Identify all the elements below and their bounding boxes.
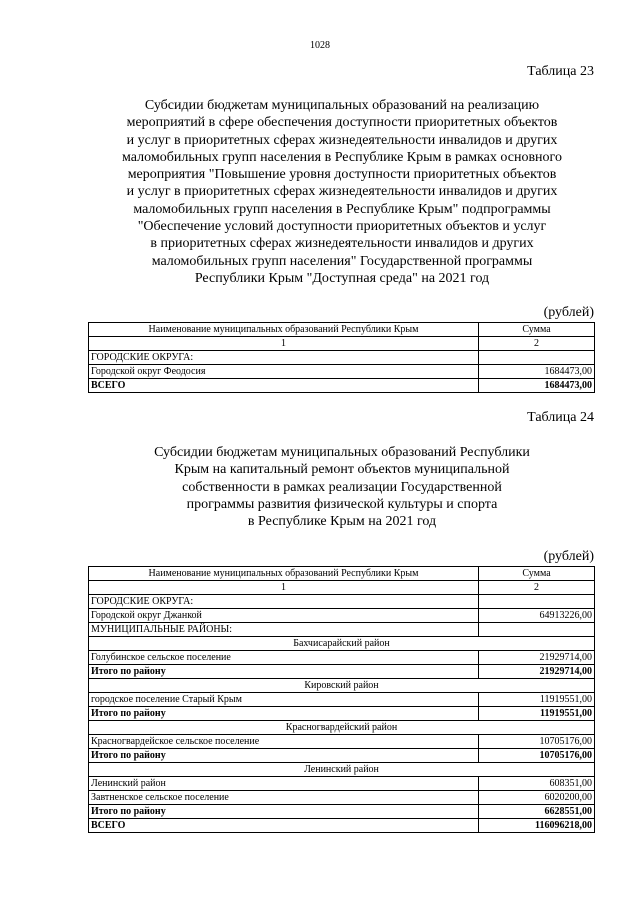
heading-line: собственности в рамках реализации Государственной xyxy=(182,479,502,495)
heading-line: программы развития физической культуры и спорта xyxy=(186,496,498,512)
subtotal-row xyxy=(89,749,595,763)
table-24 xyxy=(88,566,595,833)
table-23-label: Таблица 23 xyxy=(527,64,594,79)
row-sum: 10705176,00 xyxy=(479,749,595,763)
row-sum xyxy=(479,623,595,637)
total-row xyxy=(89,379,595,393)
subtotal-row xyxy=(89,707,595,721)
table-row xyxy=(89,735,595,749)
row-sum: 21929714,00 xyxy=(479,651,595,665)
heading-line: и услуг в приоритетных сферах жизнедеятельности инвалидов и других xyxy=(126,132,558,148)
row-sum: 6628551,00 xyxy=(479,805,595,819)
table-row xyxy=(89,623,595,637)
district-header-row xyxy=(89,637,595,651)
row-name: МУНИЦИПАЛЬНЫЕ РАЙОНЫ: xyxy=(89,623,479,637)
row-name: Завтненское сельское поселение xyxy=(89,791,479,805)
column-number: 2 xyxy=(479,581,595,595)
row-name: ГОРОДСКИЕ ОКРУГА: xyxy=(89,595,479,609)
table-header-row xyxy=(89,323,595,337)
table-24-label: Таблица 24 xyxy=(527,410,594,425)
row-name: Красногвардейское сельское поселение xyxy=(89,735,479,749)
district-header-row xyxy=(89,721,595,735)
row-name: ВСЕГО xyxy=(89,819,479,833)
table-23 xyxy=(88,322,595,393)
heading-line: Республики Крым "Доступная среда" на 2021 год xyxy=(194,270,490,286)
row-sum: 21929714,00 xyxy=(479,665,595,679)
row-name: ВСЕГО xyxy=(89,379,479,393)
table-header-row xyxy=(89,567,595,581)
heading-line: и услуг в приоритетных сферах жизнедеятельности инвалидов и других xyxy=(126,184,558,200)
table-row xyxy=(89,693,595,707)
column-header-name: Наименование муниципальных образований Республики Крым xyxy=(89,323,479,337)
row-name: Голубинское сельское поселение xyxy=(89,651,479,665)
row-sum: 6020200,00 xyxy=(479,791,595,805)
table-row xyxy=(89,651,595,665)
heading-line: маломобильных групп населения в Республике Крым" подпрограммы xyxy=(133,201,551,217)
row-name: городское поселение Старый Крым xyxy=(89,693,479,707)
table-24-unit: (рублей) xyxy=(543,549,594,564)
table-row xyxy=(89,595,595,609)
subtotal-row xyxy=(89,805,595,819)
district-name: Красногвардейский район xyxy=(89,721,595,735)
row-sum: 1684473,00 xyxy=(479,365,595,379)
table-column-number-row xyxy=(89,337,595,351)
row-name: Ленинский район xyxy=(89,777,479,791)
page-number: 1028 xyxy=(310,40,330,51)
row-name: ГОРОДСКИЕ ОКРУГА: xyxy=(89,351,479,365)
row-sum: 608351,00 xyxy=(479,777,595,791)
district-header-row xyxy=(89,679,595,693)
row-sum: 1684473,00 xyxy=(479,379,595,393)
heading-line: в Республике Крым на 2021 год xyxy=(247,514,437,530)
row-sum: 11919551,00 xyxy=(479,693,595,707)
column-header-sum: Сумма xyxy=(479,567,595,581)
heading-line: Крым на капитальный ремонт объектов муниципальной xyxy=(174,462,510,478)
table-row xyxy=(89,609,595,623)
row-name: Итого по району xyxy=(89,749,479,763)
table-23-heading xyxy=(90,97,594,287)
row-name: Городской округ Джанкой xyxy=(89,609,479,623)
heading-line: в приоритетных сферах жизнедеятельности инвалидов и других xyxy=(150,236,534,252)
heading-line: "Обеспечение условий доступности приоритетных объектов и услуг xyxy=(137,219,547,235)
heading-line: Субсидии бюджетам муниципальных образований на реализацию xyxy=(144,98,540,113)
row-name: Итого по району xyxy=(89,707,479,721)
total-row xyxy=(89,819,595,833)
district-header-row xyxy=(89,763,595,777)
heading-line: мероприятия "Повышение уровня доступности приоритетных объектов xyxy=(127,167,557,183)
row-name: Городской округ Феодосия xyxy=(89,365,479,379)
table-row xyxy=(89,351,595,365)
table-row xyxy=(89,777,595,791)
column-header-sum: Сумма xyxy=(479,323,595,337)
row-sum: 11919551,00 xyxy=(479,707,595,721)
heading-line: мероприятий в сфере обеспечения доступности приоритетных объектов xyxy=(126,115,558,131)
table-row xyxy=(89,791,595,805)
row-name: Итого по району xyxy=(89,805,479,819)
row-sum xyxy=(479,351,595,365)
heading-line: Субсидии бюджетам муниципальных образований Республики xyxy=(154,445,530,460)
table-column-number-row xyxy=(89,581,595,595)
table-row xyxy=(89,365,595,379)
column-number: 1 xyxy=(89,581,479,595)
row-sum xyxy=(479,595,595,609)
heading-line: маломобильных групп населения в Республике Крым в рамках основного xyxy=(122,149,562,165)
column-number: 2 xyxy=(479,337,595,351)
column-header-name: Наименование муниципальных образований Республики Крым xyxy=(89,567,479,581)
row-sum: 10705176,00 xyxy=(479,735,595,749)
column-number: 1 xyxy=(89,337,479,351)
district-name: Ленинский район xyxy=(89,763,595,777)
heading-line: маломобильных групп населения" Государственной программы xyxy=(151,253,533,269)
table-23-unit: (рублей) xyxy=(543,305,594,320)
row-name: Итого по району xyxy=(89,665,479,679)
district-name: Кировский район xyxy=(89,679,595,693)
table-24-heading xyxy=(90,444,594,530)
district-name: Бахчисарайский район xyxy=(89,637,595,651)
row-sum: 64913226,00 xyxy=(479,609,595,623)
row-sum: 116096218,00 xyxy=(479,819,595,833)
subtotal-row xyxy=(89,665,595,679)
